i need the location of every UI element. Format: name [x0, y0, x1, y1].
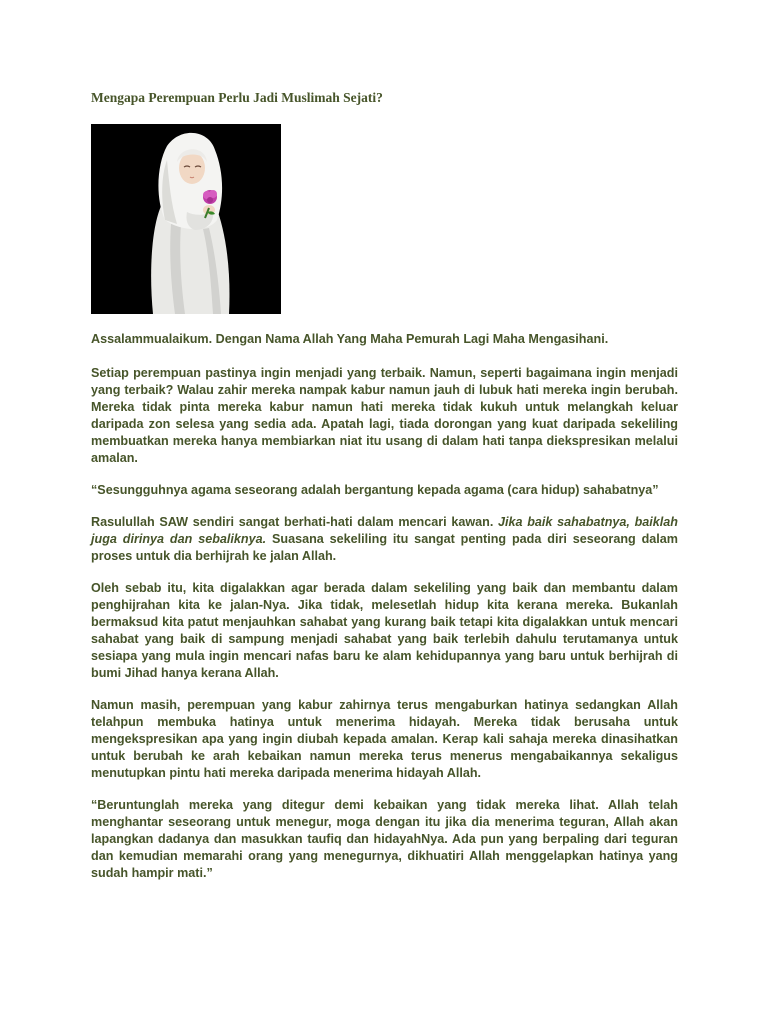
muslimah-illustration [91, 124, 281, 314]
rasulullah-text: Rasulullah SAW sendiri sangat berhati-hati dalam mencari kawan. [91, 515, 499, 529]
rasulullah-italic-text: Jika baik sahabatnya, baiklah juga dirinya dan sebaliknya. [91, 515, 678, 546]
muslimah-figure-icon [91, 124, 281, 314]
environment-paragraph: Oleh sebab itu, kita digalakkan agar berada dalam sekeliling yang baik dan membantu dalam penghijrahan kita ke jalan-Nya. Jika tidak, melesetlah hidup kita kerana mereka. Bukanlah bermaksud kita patut menjauhkan sahabat yang kurang baik tetapi kita digalakkan untuk mencari sahabat yang baik di sampung menjadi sahabat yang baik terlebih dahulu terutamanya untuk sesiapa yang mula ingin mencari nafas baru ke alam kehidupannya yang baru untuk berhijrah di bumi Jihad hanya kerana Allah. [91, 581, 678, 680]
rasulullah-paragraph [91, 514, 678, 565]
intro-paragraph: Setiap perempuan pastinya ingin menjadi yang terbaik. Namun, seperti bagaimana ingin menjadi yang terbaik? Walau zahir mereka nampak kabur namun jauh di lubuk hati mereka ingin berubah. Mereka tidak pinta mereka kabur namun hati mereka tidak kukuh untuk melangkah keluar daripada zon selesa yang sedia ada. Apatah lagi, tiada dorongan yang kuat daripada sekeliling membuatkan mereka hanya membiarkan niat itu usang di dalam hati tanpa diekspresikan melalui amalan. [91, 366, 678, 465]
quote-paragraph: “Sesungguhnya agama seseorang adalah bergantung kepada agama (cara hidup) sahabatnya” [91, 483, 659, 497]
closing-quote-paragraph: “Beruntunglah mereka yang ditegur demi kebaikan yang tidak mereka lihat. Allah telah menghantar seseorang untuk menegur, moga dengan itu jika dia menerima teguran, Allah akan lapangkan dadanya dan masukkan taufiq dan hidayahNya. Ada pun yang berpaling dari teguran dan kemudian memarahi orang yang menegurnya, dikhuatiri Allah menggelapkan hatinya yang sudah hampir mati.” [91, 798, 678, 880]
article-body [91, 331, 678, 897]
rasulullah-text-end: Suasana sekeliling itu sangat penting pada diri seseorang dalam proses untuk dia berhijrah ke jalan Allah. [91, 532, 678, 563]
guidance-paragraph: Namun masih, perempuan yang kabur zahirnya terus mengaburkan hatinya sedangkan Allah telahpun membuka hatinya untuk menerima hidayah. Mereka tidak berusaha untuk mengekspresikan apa yang ingin diubah kepada amalan. Kerap kali sahaja mereka dinasihatkan untuk berubah ke arah kebaikan namun mereka terus menerus mengabaikannya sekaligus menutupkan pintu hati mereka daripada menerima hidayah Allah. [91, 698, 678, 780]
page-title: Mengapa Perempuan Perlu Jadi Muslimah Sejati? [91, 90, 383, 105]
greeting-paragraph: Assalammualaikum. Dengan Nama Allah Yang Maha Pemurah Lagi Maha Mengasihani. [91, 332, 609, 346]
